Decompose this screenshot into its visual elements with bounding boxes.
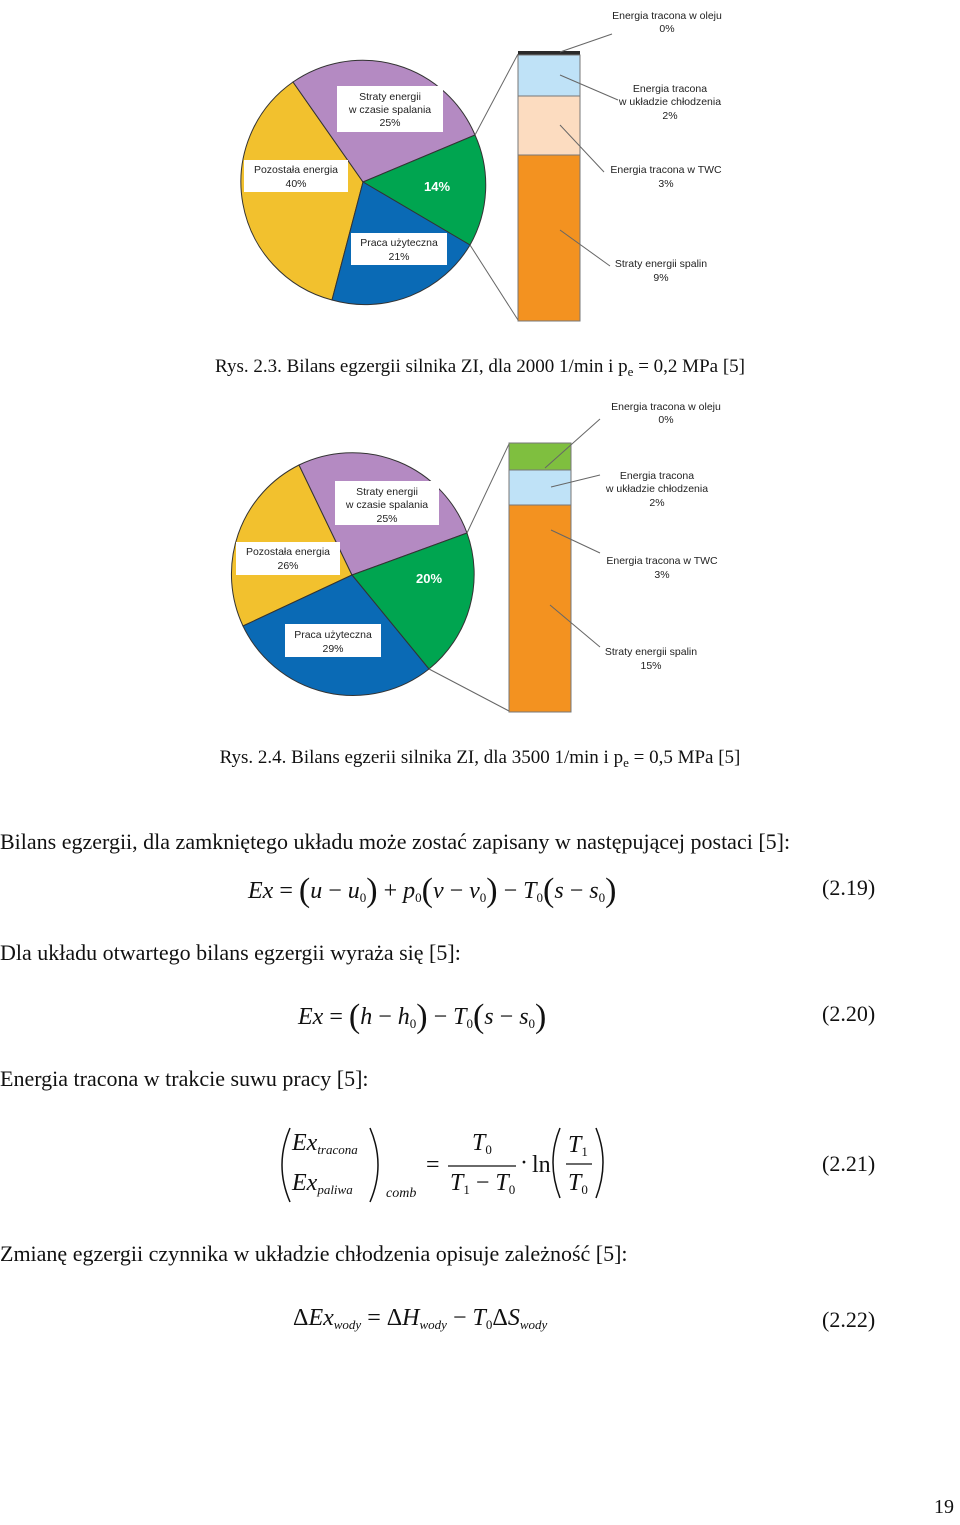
label-straty-value: 25% <box>379 117 401 129</box>
label-green-value: 20% <box>415 571 443 586</box>
label-twc-value: 3% <box>658 178 674 190</box>
label-spaliny-value: 9% <box>653 272 669 284</box>
label-chlodzenie-value: 2% <box>649 497 665 509</box>
figure-2-4 <box>0 395 960 725</box>
equation-2-22: $\Delta Ex_{wody} = \Delta H_{wody} - T_0\Delta S_{wody}$ <box>293 1305 548 1332</box>
label-spaliny-value: 15% <box>640 660 662 672</box>
label-straty-title1: Straty energii <box>356 486 418 498</box>
label-pozostala-value: 26% <box>277 560 299 572</box>
equation-2-21-number: (2.21) <box>822 1151 876 1176</box>
figure-2-4-caption: Rys. 2.4. Bilans egzerii silnika ZI, dla 3500 1/min i $p_e = 0,5$ MPa [5] <box>219 747 741 770</box>
bar-segment-chlodzenie <box>518 55 580 96</box>
page-number: 19 <box>934 1496 954 1518</box>
bar-segment-olej <box>518 51 580 55</box>
label-spaliny-title: Straty energii spalin <box>604 646 698 658</box>
label-olej-value: 0% <box>658 414 674 426</box>
paragraph-closed-system: Bilans egzergii, dla zamkniętego układu może zostać zapisany w następującej postaci [5]: <box>0 829 791 854</box>
label-praca-title: Praca użyteczna <box>294 629 372 641</box>
equation-2-19-number: (2.19) <box>822 875 876 900</box>
label-chlodzenie-title1: Energia tracona <box>632 83 708 95</box>
label-twc-value: 3% <box>654 569 670 581</box>
label-pozostala-title: Pozostała energia <box>253 164 339 176</box>
equation-2-20-number: (2.20) <box>822 1001 876 1026</box>
paragraph-open-system: Dla układu otwartego bilans egzergii wyraża się [5]: <box>0 940 461 965</box>
bar-segment-olej <box>509 443 571 470</box>
label-straty-title2: w czasie spalania <box>345 499 429 511</box>
label-praca-title: Praca użyteczna <box>360 237 438 249</box>
label-straty-value: 25% <box>376 513 398 525</box>
label-chlodzenie-title1: Energia tracona <box>619 470 695 482</box>
label-twc-title: Energia tracona w TWC <box>606 555 718 567</box>
equation-2-19: $Ex = (u - u_0) + p_0(\nu - \nu_0) - T_0(s - s_0)$ <box>248 872 617 909</box>
figure-2-3 <box>0 0 960 340</box>
exergy-balance-diagram-3500rpm <box>0 395 960 725</box>
label-praca-value: 29% <box>322 643 344 655</box>
label-pozostala-title: Pozostała energia <box>245 546 331 558</box>
label-chlodzenie-title2: w układzie chłodzenia <box>605 483 709 495</box>
label-straty-title2: w czasie spalania <box>348 104 432 116</box>
paragraph-work-stroke: Energia tracona w trakcie suwu pracy [5]: <box>0 1066 369 1091</box>
label-green-value: 14% <box>423 179 451 194</box>
paragraph-cooling: Zmianę egzergii czynnika w układzie chłodzenia opisuje zależność [5]: <box>0 1241 628 1266</box>
equation-2-21: $Ex_{tracona}$ $Ex_{paliwa}$ comb = $T_0$ $T_1 - T_0$ · ln $T_1$ $T_0$ <box>270 1120 630 1220</box>
label-pozostala-value: 40% <box>285 178 307 190</box>
label-spaliny-title: Straty energii spalin <box>614 258 708 270</box>
figure-2-3-caption: Rys. 2.3. Bilans egzergii silnika ZI, dla 2000 1/min i $p_e = 0,2$ MPa [5] <box>215 356 745 379</box>
exergy-balance-diagram-2000rpm <box>0 0 960 340</box>
equation-2-20: $Ex = (h - h_0) - T_0(s - s_0)$ <box>298 998 547 1035</box>
stacked-bar <box>509 443 571 712</box>
stacked-bar <box>518 51 580 321</box>
label-chlodzenie-title2: w układzie chłodzenia <box>618 96 722 108</box>
bar-segment-twc <box>518 96 580 155</box>
label-straty-title1: Straty energii <box>359 91 421 103</box>
label-chlodzenie-value: 2% <box>662 110 678 122</box>
equation-2-22-number: (2.22) <box>822 1307 876 1332</box>
label-praca-value: 21% <box>388 251 410 263</box>
bar-segment-chlodzenie <box>509 470 571 505</box>
label-twc-title: Energia tracona w TWC <box>610 164 722 176</box>
label-olej-value: 0% <box>659 23 675 35</box>
label-olej-title: Energia tracona w oleju <box>612 10 722 22</box>
label-olej-title: Energia tracona w oleju <box>611 401 721 413</box>
bar-segment-spaliny <box>509 505 571 712</box>
